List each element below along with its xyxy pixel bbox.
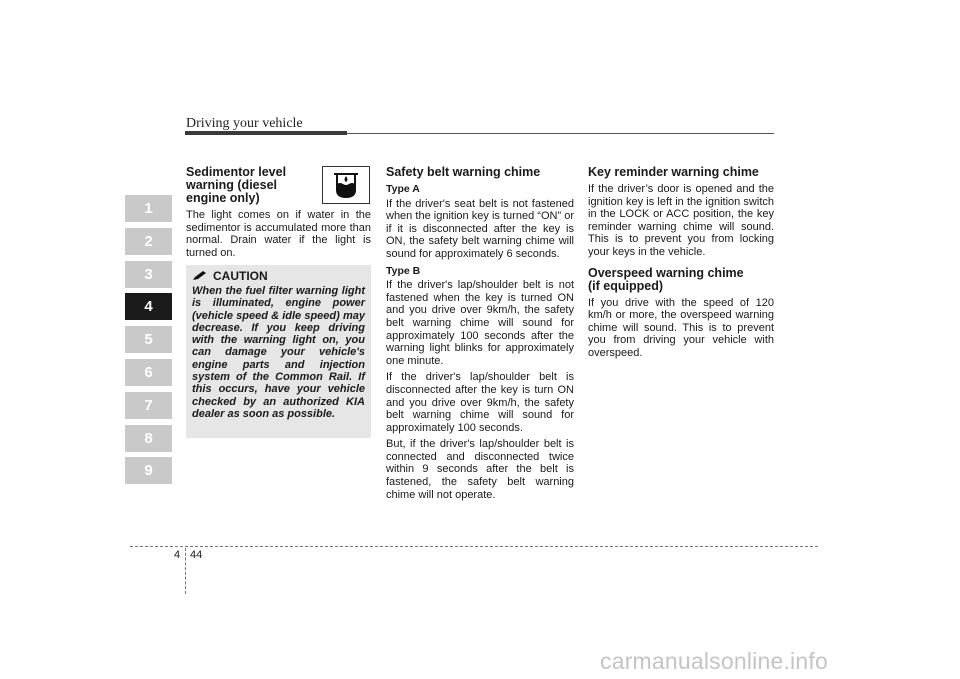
type-b-paragraph-2: If the driver's lap/shoulder belt is disconnected after the key is turn ON and you drive over 9km/h, the safety belt warning chime will sound for approximately 100 seconds.: [386, 371, 574, 434]
chapter-tab-8[interactable]: 8: [125, 425, 172, 452]
footer-divider: [130, 546, 818, 547]
safety-belt-heading: Safety belt warning chime: [386, 165, 541, 179]
key-reminder-heading: Key reminder warning chime: [588, 165, 759, 179]
caution-header: [192, 269, 365, 283]
chapter-tabs: [125, 195, 172, 490]
type-b-paragraph-1: If the driver's lap/shoulder belt is not fastened when the key is turned ON and you drive over 9km/h, the safety belt warning chime will sound for approximately 100 seconds after the warning light blinks for approximately one minute.: [386, 279, 574, 367]
pencil-icon: [192, 271, 208, 281]
key-reminder-body: If the driver’s door is opened and the ignition key is left in the ignition switch in the LOCK or ACC position, the key reminder warning chime will sound. This is to prevent you from locking your keys in the vehicle.: [588, 183, 774, 258]
chapter-tab-3[interactable]: 3: [125, 261, 172, 288]
chapter-tab-7[interactable]: 7: [125, 392, 172, 419]
footer-chapter-number: 4: [174, 549, 181, 561]
type-b-paragraph-3: But, if the driver's lap/shoulder belt is connected and disconnected twice within 9 seconds after the belt is fastened, the safety belt warning chime will not operate.: [386, 438, 574, 501]
chapter-tab-9[interactable]: 9: [125, 457, 172, 484]
sedimentor-heading: Sedimentor level warning (diesel engine only): [186, 165, 287, 205]
header-rule-thick: [185, 131, 347, 135]
caution-body: When the fuel filter warning light is illuminated, engine power (vehicle speed & idle speed) may decrease. If you keep driving with the warning light on, you can damage your vehicle's engine parts and injection system of the Common Rail. If this occurs, have your vehicle checked by an authorized KIA dealer as soon as possible.: [192, 285, 365, 420]
chapter-tab-4-active[interactable]: 4: [125, 293, 172, 320]
footer-page-number: 44: [190, 549, 203, 561]
water-separator-warning-icon: [322, 166, 370, 204]
type-a-body: If the driver's seat belt is not fastened when the ignition key is turned “ON” or if it is disconnected after the key is ON, the safety belt warning chime will sound for approximately 6 seconds.: [386, 197, 574, 260]
page-header-title: Driving your vehicle: [186, 116, 303, 131]
caution-label: CAUTION: [213, 269, 268, 283]
column-3: [588, 166, 774, 364]
caution-box: [186, 265, 371, 438]
type-a-label: Type A: [386, 183, 420, 195]
overspeed-body: If you drive with the speed of 120 km/h or more, the overspeed warning chime will sound. This is to prevent you from driving your vehicle with overspeed.: [588, 296, 774, 359]
chapter-tab-2[interactable]: 2: [125, 228, 172, 255]
chapter-tab-1[interactable]: 1: [125, 195, 172, 222]
chapter-tab-6[interactable]: 6: [125, 359, 172, 386]
overspeed-heading: Overspeed warning chime (if equipped): [588, 265, 744, 293]
sedimentor-body: The light comes on if water in the sedimentor is accumulated more than normal. Drain water if the light is turned on.: [186, 209, 371, 259]
type-b-label: Type B: [386, 264, 421, 277]
column-2: [386, 166, 574, 505]
watermark: carmanualsonline.info: [600, 648, 828, 674]
chapter-tab-5[interactable]: 5: [125, 326, 172, 353]
footer-vertical-divider: [185, 548, 186, 594]
header-rule-thin: [347, 133, 774, 134]
